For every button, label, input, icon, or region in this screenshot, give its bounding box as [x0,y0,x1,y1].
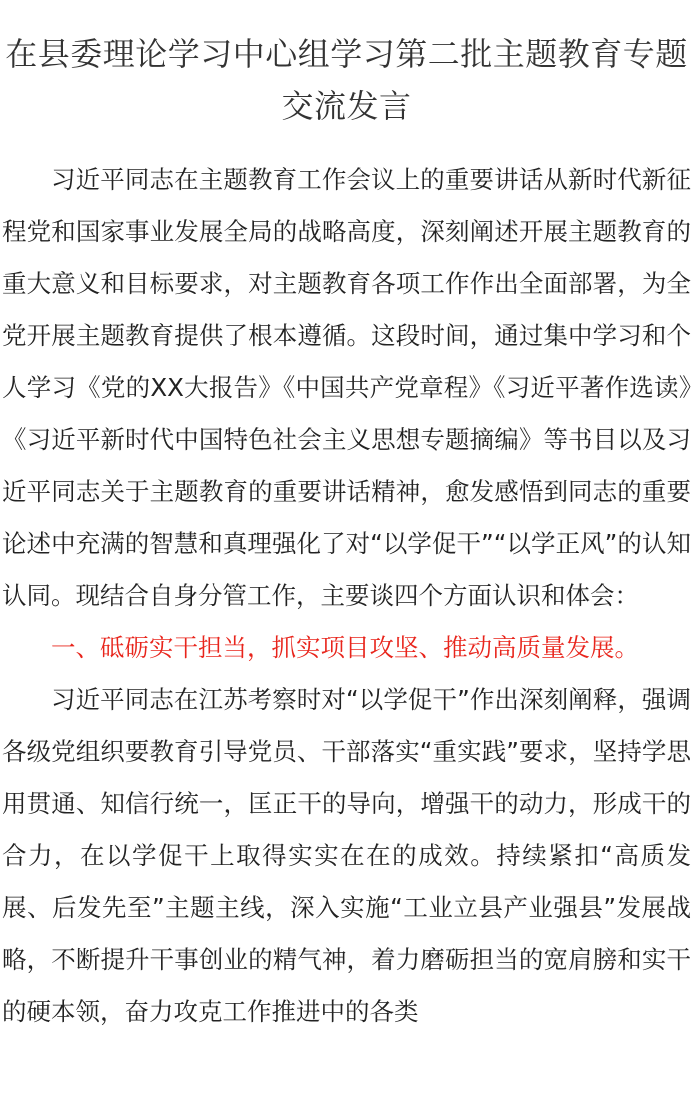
document-body [2,154,691,1038]
document-title: 在县委理论学习中心组学习第二批主题教育专题交流发言 [5,35,688,125]
section-heading: 一、砥砺实干担当，抓实项目攻坚、推动高质量发展。 [51,633,639,662]
body-paragraph: 习近平同志在主题教育工作会议上的重要讲话从新时代新征程党和国家事业发展全局的战略高度，深刻阐述开展主题教育的重大意义和目标要求，对主题教育各项工作作出全面部署，为全党开展主题教育提供了根本遵循。这段时间，通过集中学习和个人学习《党的XX大报告》《中国共产党章程》《习近平著作选读》《习近平新时代中国特色社会主义思想专题摘编》等书目以及习近平同志关于主题教育的重要讲话精神，愈发感悟到同志的重要论述中充满的智慧和真理强化了对“以学促干”“以学正风”的认知认同。现结合自身分管工作，主要谈四个方面认识和体会： [2,165,691,610]
body-paragraph: 习近平同志在江苏考察时对“以学促干”作出深刻阐释，强调各级党组织要教育引导党员、干部落实“重实践”要求，坚持学思用贯通、知信行统一，匡正干的导向，增强干的动力，形成干的合力，在以学促干上取得实实在在的成效。持续紧扣“高质发展、后发先至”主题主线，深入实施“工业立县产业强县”发展战略，不断提升干事创业的精气神，着力磨砺担当的宽肩膀和实干的硬本领，奋力攻克工作推进中的各类 [2,685,691,1026]
